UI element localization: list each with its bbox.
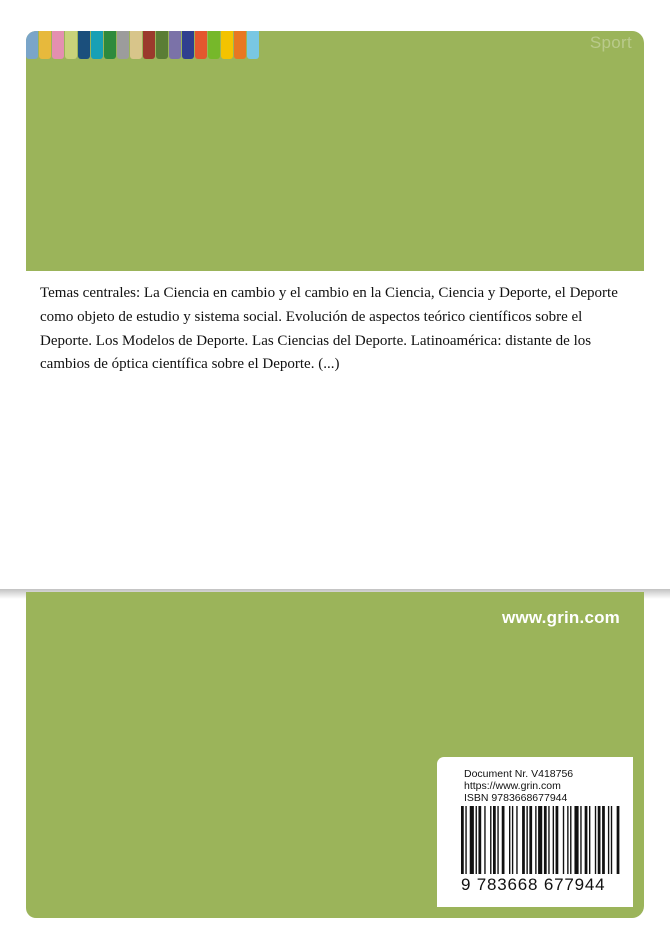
barcode-bar — [538, 806, 542, 874]
barcode-bar — [484, 806, 485, 874]
color-tab — [52, 31, 64, 59]
barcode-bar — [476, 806, 477, 874]
color-tab — [247, 31, 259, 59]
color-tab — [117, 31, 129, 59]
color-tab — [130, 31, 142, 59]
barcode-digits: 9 783668 677944 — [461, 875, 606, 894]
publisher-website[interactable]: www.grin.com — [502, 608, 620, 627]
barcode-bar — [465, 806, 466, 874]
color-tab — [234, 31, 246, 59]
barcode-bar — [595, 806, 596, 874]
top-green-panel — [26, 31, 644, 271]
barcode-bar — [526, 806, 527, 874]
color-strip — [26, 31, 260, 59]
barcode-bar — [563, 806, 564, 874]
barcode-bar — [548, 806, 549, 874]
barcode-bar — [567, 806, 568, 874]
barcode-bar — [490, 806, 491, 874]
barcode-bar — [611, 806, 612, 874]
barcode-icon — [461, 806, 621, 878]
barcode-bar — [544, 806, 547, 874]
color-tab — [104, 31, 116, 59]
color-tab — [39, 31, 51, 59]
barcode-bar — [493, 806, 496, 874]
color-tab — [78, 31, 90, 59]
barcode-bar — [535, 806, 536, 874]
barcode-bar — [598, 806, 601, 874]
isbn-label: ISBN 9783668677944 — [464, 792, 568, 804]
barcode-bar — [617, 806, 620, 874]
color-tab — [169, 31, 181, 59]
barcode-bar — [574, 806, 578, 874]
series-label: Sport — [589, 33, 632, 52]
barcode-bar — [522, 806, 525, 874]
barcode-box — [437, 757, 633, 907]
document-number: Document Nr. V418756 — [464, 768, 574, 780]
color-tab — [91, 31, 103, 59]
barcode-bar — [502, 806, 505, 874]
barcode-bar — [478, 806, 481, 874]
barcode-bar — [461, 806, 464, 874]
barcode-bar — [516, 806, 517, 874]
barcode-bar — [509, 806, 510, 874]
barcode-bar — [570, 806, 571, 874]
color-tab — [26, 31, 38, 59]
barcode-bar — [497, 806, 498, 874]
color-tab — [143, 31, 155, 59]
barcode-bar — [602, 806, 605, 874]
color-tab — [156, 31, 168, 59]
document-url: https://www.grin.com — [464, 780, 561, 792]
barcode-bar — [580, 806, 581, 874]
barcode-bar — [585, 806, 588, 874]
barcode-bar — [608, 806, 609, 874]
barcode-bar — [470, 806, 474, 874]
barcode-bar — [512, 806, 513, 874]
color-tab — [195, 31, 207, 59]
color-tab — [208, 31, 220, 59]
barcode-bar — [556, 806, 559, 874]
book-description: Temas centrales: La Ciencia en cambio y el cambio en la Ciencia, Ciencia y Deporte, el Deporte como objeto de estudio y sistema social. Evolución de aspectos teórico científicos sobre el Deporte. Los Modelos de Deporte. Las Ciencias del Deporte. Latinoamérica: distante de los cambios de óptica científica sobre el Deporte. (...) — [40, 285, 618, 373]
color-tab — [65, 31, 77, 59]
color-tab — [221, 31, 233, 59]
barcode-bar — [529, 806, 532, 874]
barcode-bar — [553, 806, 554, 874]
color-tab — [182, 31, 194, 59]
barcode-bar — [589, 806, 590, 874]
